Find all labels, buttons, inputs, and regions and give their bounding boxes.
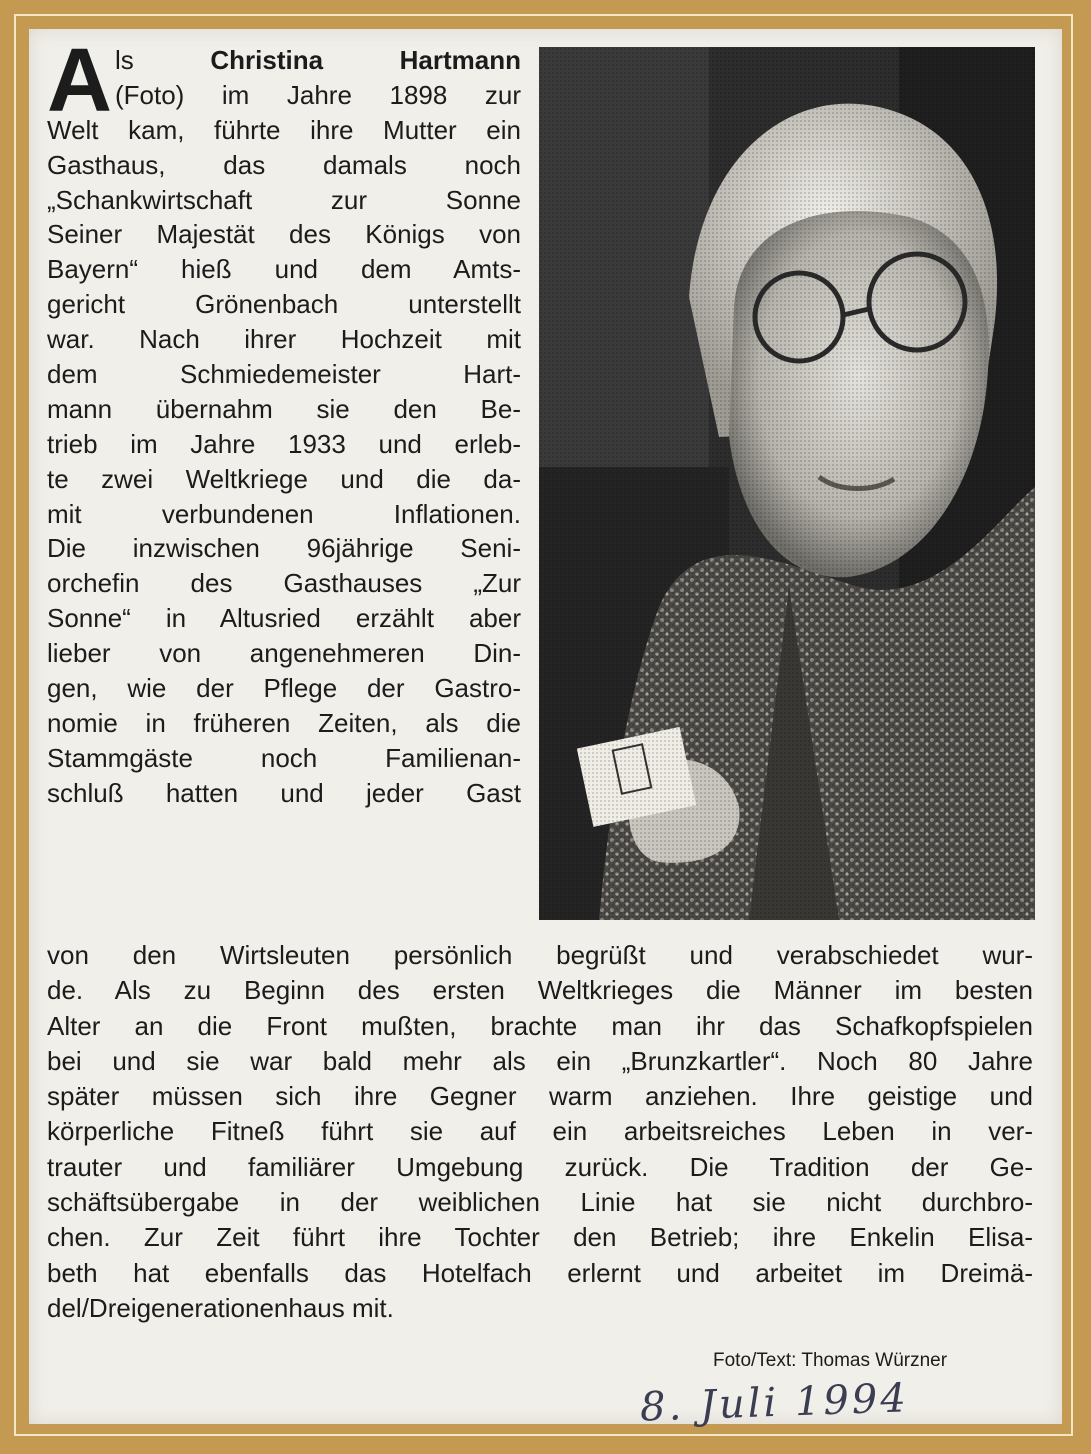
column-line: „Schankwirtschaft zur Sonne	[47, 184, 521, 215]
photo-credit: Foto/Text: Thomas Würzner	[713, 1350, 948, 1371]
column-line: te zwei Weltkriege und die da-	[47, 463, 521, 494]
full-line: trauter und familiärer Umgebung zurück. Die Tradition der Ge-	[47, 1151, 1033, 1182]
full-line: de. Als zu Beginn des ersten Weltkrieges die Männer im besten	[47, 975, 1033, 1006]
first-line-lead: ls	[115, 45, 134, 75]
drop-cap: A	[47, 31, 112, 131]
full-line: chen. Zur Zeit führt ihre Tochter den Betrieb; ihre Enkelin Elisa-	[47, 1222, 1033, 1253]
full-line: beth hat ebenfalls das Hotelfach erlernt und arbeitet im Dreimä-	[47, 1257, 1033, 1288]
column-line: gen, wie der Pflege der Gastro-	[47, 673, 521, 704]
portrait-image	[539, 47, 1035, 920]
full-line: von den Wirtsleuten persönlich begrüßt und verabschiedet wur-	[47, 940, 1033, 970]
full-line: del/Dreigenerationenhaus mit.	[47, 1292, 394, 1323]
handwritten-date: 8. Juli 1994	[639, 1375, 910, 1431]
column-line: nomie in früheren Zeiten, als die	[47, 707, 521, 738]
full-line: schäftsübergabe in der weiblichen Linie hat sie nicht durchbro-	[47, 1187, 1033, 1218]
column-line: Seiner Majestät des Königs von	[47, 219, 521, 250]
full-line: bei und sie war bald mehr als ein „Brunzkartler“. Noch 80 Jahre	[47, 1045, 1033, 1076]
column-line: Gasthaus, das damals noch	[47, 149, 521, 180]
person-name: Christina Hartmann	[210, 45, 521, 75]
column-line: orchefin des Gasthauses „Zur	[47, 568, 521, 599]
column-line: mann übernahm sie den Be-	[47, 393, 521, 424]
column-line: gericht Grönenbach unterstellt	[47, 289, 521, 320]
column-line: Sonne“ in Altusried erzählt aber	[47, 603, 521, 634]
full-line: später müssen sich ihre Gegner warm anziehen. Ihre geistige und	[47, 1081, 1033, 1112]
article-full-width	[47, 938, 1033, 1326]
column-line: Stammgäste noch Familienan-	[47, 742, 521, 773]
full-line: Alter an die Front mußten, brachte man ihr das Schafkopfspielen	[47, 1010, 1033, 1041]
column-line: trieb im Jahre 1933 und erleb-	[47, 428, 521, 459]
column-line: (Foto) im Jahre 1898 zur	[115, 79, 521, 110]
column-line: Die inzwischen 96jährige Seni-	[47, 533, 521, 564]
column-line: schluß hatten und jeder Gast	[47, 777, 521, 808]
column-line: war. Nach ihrer Hochzeit mit	[47, 324, 521, 355]
column-line: Bayern“ hieß und dem Amts-	[47, 254, 521, 285]
column-line: Welt kam, führte ihre Mutter ein	[47, 114, 521, 145]
article-column	[47, 31, 521, 811]
first-line	[47, 43, 521, 78]
column-line: lieber von angenehmeren Din-	[47, 638, 521, 669]
portrait-photo	[539, 47, 1035, 920]
full-line: körperliche Fitneß führt sie auf ein arbeitsreiches Leben in ver-	[47, 1116, 1033, 1147]
column-line: mit verbundenen Inflationen.	[47, 498, 521, 529]
column-line: dem Schmiedemeister Hart-	[47, 359, 521, 390]
